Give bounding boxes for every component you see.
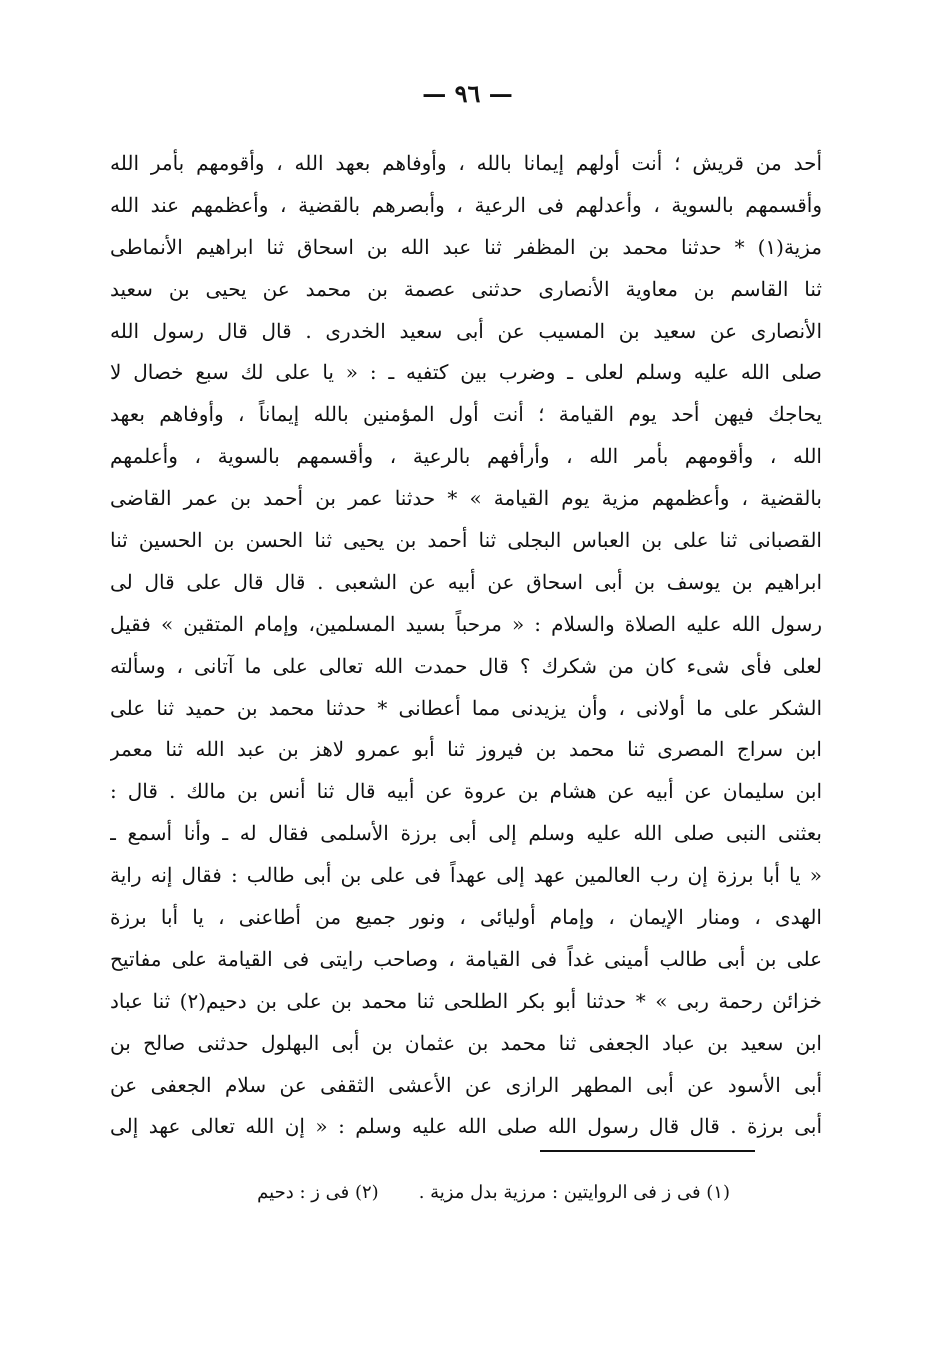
text-line: على بن أبى طالب أمينى غداً فى القيامة ، وصاحب رايتى فى القيامة على مفاتيح [110, 946, 822, 971]
text-line: الهدى ، ومنار الإيمان ، وإمام أوليائى ، ونور جميع من أطاعنى ، يا أبا برزة [110, 905, 822, 930]
text-line: بالقضية ، وأعظمهم مزية يوم القيامة » * حدثنا عمر بن أحمد بن عمر القاضى [110, 486, 822, 511]
footnotes [257, 1178, 730, 1208]
text-line: صلى الله عليه وسلم لعلى ـ وضرب بين كتفيه ـ : « يا على لك سبع خصال لا [110, 360, 822, 385]
text-line: الله ، وأقومهم بأمر الله ، وأرأفهم بالرعية ، وأقسمهم بالسوية ، وأعلمهم [110, 444, 822, 469]
text-line: ابن سراج المصرى ثنا محمد بن فيروز ثنا أبو عمرو لاهز بن عبد الله ثنا معمر [110, 737, 822, 762]
footnote-2: (٢) فى ز : دحيم [257, 1182, 379, 1203]
text-line: أبى الأسود عن أبى المطهر الرازى عن الأعشى الثقفى عن سلام الجعفى عن [110, 1072, 822, 1097]
text-line: رسول الله عليه الصلاة والسلام : « مرحباً بسيد المسلمين، وإمام المتقين » فقيل [110, 611, 822, 636]
footnote-1: (١) فى ز فى الروايتين : مرزية بدل مزية . [418, 1182, 730, 1203]
text-line: وأقسمهم بالسوية ، وأعدلهم فى الرعية ، وأبصرهم بالقضية ، وأعظمهم عند الله [110, 192, 822, 217]
text-line: « يا أبا برزة إن رب العالمين عهد إلى عهداً فى على بن أبى طالب : فقال إنه راية [110, 863, 822, 888]
main-text [110, 143, 822, 1148]
text-line: ابن سعيد بن عباد الجعفى ثنا محمد بن عثمان بن أبى البهلول حدثنى صالح بن [110, 1030, 822, 1055]
text-line: الأنصارى عن سعيد بن المسيب عن أبى سعيد الخدرى . قال قال رسول الله [110, 318, 822, 343]
text-line: يحاجك فيهن أحد يوم القيامة ؛ أنت أول المؤمنين بالله إيماناً ، وأوفاهم بعهد [110, 402, 822, 427]
text-line: القصبانى ثنا على بن العباس البجلى ثنا أحمد بن يحيى ثنا الحسن بن الحسين ثنا [110, 528, 822, 553]
text-line: لعلى فأى شىء كان من شكرك ؟ قال حمدت الله تعالى على ما آتانى ، وسألته [110, 653, 822, 678]
text-line: الشكر على ما أولانى ، وأن يزيدنى مما أعطانى * حدثنا محمد بن حميد ثنا على [110, 695, 822, 720]
footnote-separator [540, 1150, 755, 1152]
text-line: خزائن رحمة ربى » * حدثنا أبو بكر الطلحى ثنا محمد بن على بن دحيم(٢) ثنا عباد [110, 988, 822, 1013]
text-line: مزية(١) * حدثنا محمد بن المظفر ثنا عبد الله بن اسحاق ثنا ابراهيم الأنماطى [110, 234, 822, 259]
page-number: — ٩٦ — [422, 79, 513, 108]
text-line: ابن سليمان عن أبيه عن هشام بن عروة عن أبيه قال ثنا أنس بن مالك . قال : [110, 779, 822, 804]
text-line: بعثنى النبى صلى الله عليه وسلم إلى أبى برزة الأسلمى فقال له ـ وأنا أسمع ـ [110, 821, 822, 846]
text-line: ابراهيم بن يوسف بن أبى اسحاق عن أبيه عن الشعبى . قال قال على قال لى [110, 569, 822, 594]
text-line: أبى برزة . قال قال رسول الله صلى الله عليه وسلم : « إن الله تعالى عهد إلى [110, 1114, 822, 1139]
text-line: أحد من قريش ؛ أنت أولهم إيمانا بالله ، وأوفاهم بعهد الله ، وأقومهم بأمر الله [110, 151, 822, 175]
text-line: ثنا القاسم بن معاوية الأنصارى حدثنى عصمة بن محمد عن يحيى بن سعيد [110, 276, 822, 301]
